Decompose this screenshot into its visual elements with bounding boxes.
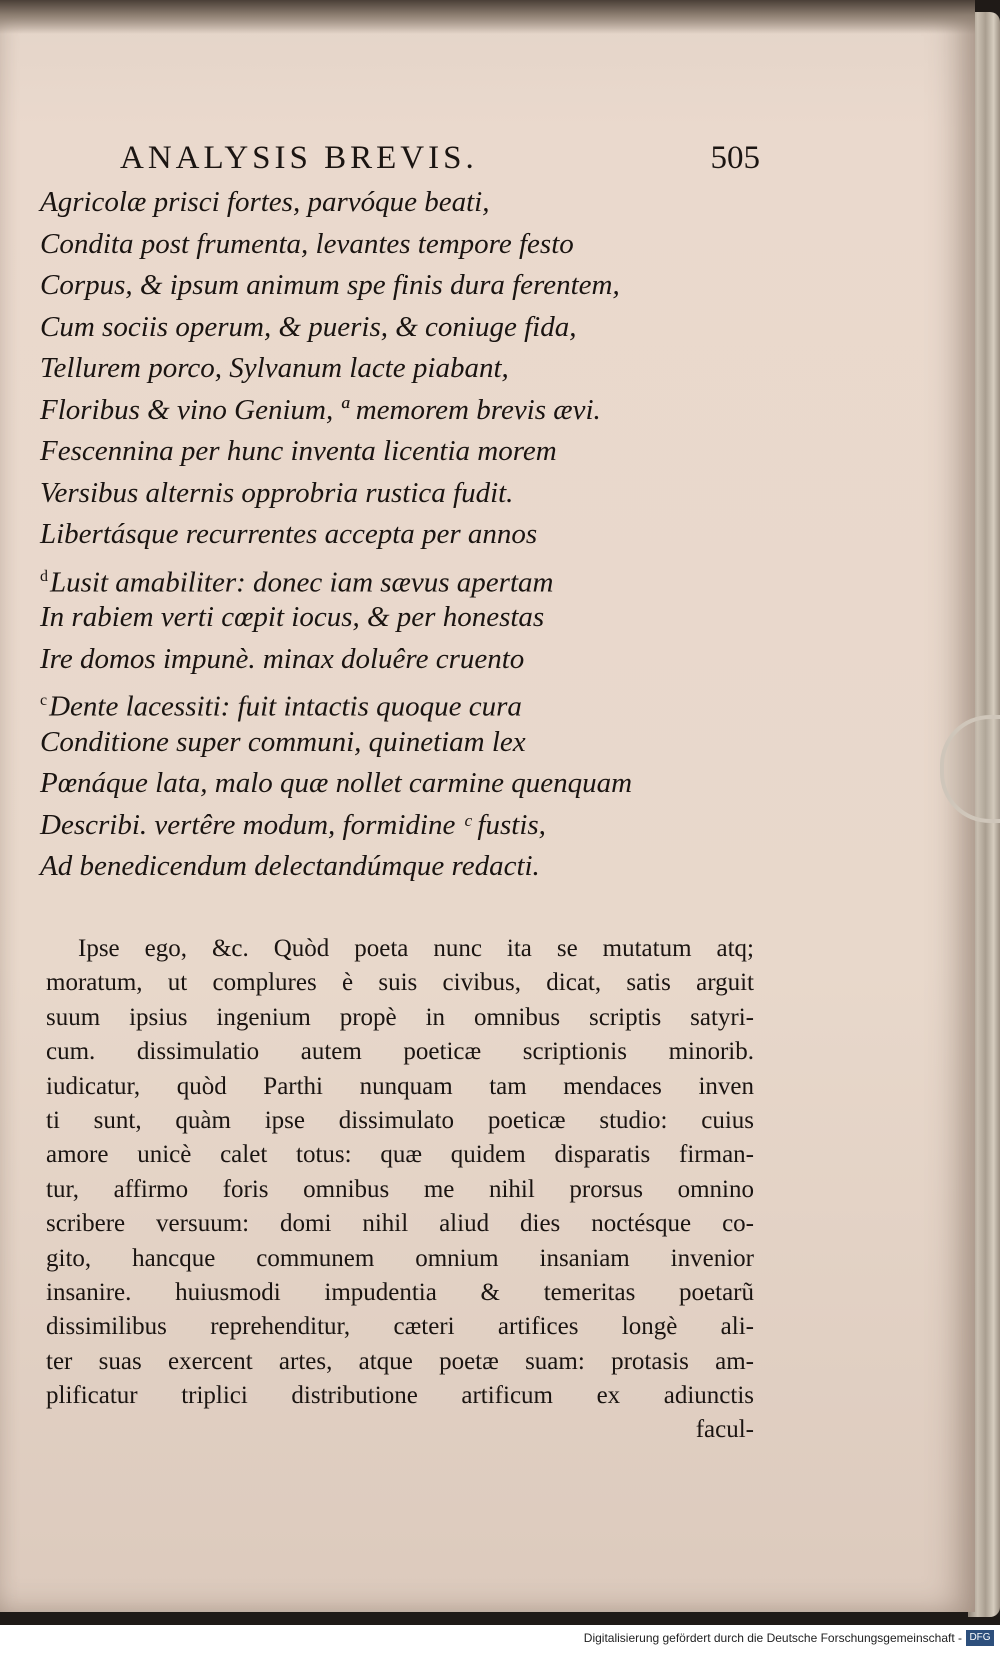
verse-line	[40, 639, 740, 681]
verse-text: Pœnáque lata, malo quæ nollet carmine quenquam	[40, 767, 633, 799]
verse-line	[40, 763, 740, 805]
page-number: 505	[710, 140, 760, 176]
verse-text: Ire domos impunè. minax doluêre cruento	[40, 642, 525, 675]
page-header	[120, 140, 760, 180]
commentary-line: tur, affirmo foris omnibus me nihil prorsus omnino	[46, 1175, 754, 1203]
commentary-line: suum ipsius ingenium propè in omnibus scriptis satyri-	[46, 1003, 754, 1031]
verse-line	[40, 805, 740, 847]
commentary-line: ter suas exercent artes, atque poetæ suam: protasis am-	[46, 1347, 754, 1375]
verse-line	[40, 473, 740, 515]
commentary-line: Ipse ego, &c. Quòd poeta nunc ita se mutatum atq;	[78, 935, 754, 962]
verse-line	[40, 431, 740, 473]
verse-text: Ad benedicendum delectandúmque redacti.	[40, 850, 540, 882]
footnote-mark: d	[40, 567, 48, 585]
verse-text: Lusit amabiliter: donec iam sævus apertam	[50, 566, 554, 599]
verse-line	[40, 680, 740, 722]
verse-line	[40, 307, 740, 349]
commentary-line: ti sunt, quàm ipse dissimulato poeticæ studio: cuius	[46, 1106, 754, 1134]
verse-line	[40, 597, 740, 639]
verse-line	[40, 846, 740, 888]
verse-text: Libertásque recurrentes accepta per annos	[40, 518, 538, 550]
verse-line	[40, 722, 740, 764]
verse-text: Versibus alternis opprobria rustica fudit.	[40, 476, 514, 509]
verse-line	[40, 348, 740, 390]
verse-line	[40, 556, 740, 598]
verse-text: Fescennina per hunc inventa licentia morem	[40, 435, 557, 467]
verse-text: Corpus, & ipsum animum spe finis dura ferentem,	[40, 269, 620, 301]
verse-text: Condita post frumenta, levantes tempore festo	[40, 227, 574, 260]
verse-text: Conditione super communi, quinetiam lex	[40, 725, 526, 758]
verse-block	[40, 182, 740, 888]
verse-line	[40, 390, 740, 432]
verse-line	[40, 224, 740, 266]
verse-text: Describi. vertêre modum, formidine ᶜ fustis,	[40, 808, 546, 841]
verse-text: Dente lacessiti: fuit intactis quoque cura	[49, 690, 522, 723]
commentary-line: gito, hancque communem omnium insaniam invenior	[46, 1244, 754, 1272]
verse-line	[40, 182, 740, 224]
page-top-shadow	[0, 0, 975, 34]
verse-line	[40, 265, 740, 307]
dfg-logo: DFG	[966, 1630, 994, 1646]
verse-text: Cum sociis operum, & pueris, & coniuge fida,	[40, 310, 577, 343]
verse-text: Agricolæ prisci fortes, parvóque beati,	[40, 186, 490, 218]
commentary-block	[46, 932, 754, 1448]
digitization-credit: Digitalisierung gefördert durch die Deutsche Forschungsgemeinschaft -	[583, 1631, 962, 1645]
commentary-line: cum. dissimulatio autem poeticæ scriptionis minorib.	[46, 1038, 754, 1066]
verse-text: Floribus & vino Genium, ª memorem brevis ævi.	[40, 393, 601, 426]
running-title: ANALYSIS BREVIS.	[120, 140, 478, 176]
commentary-line: scribere versuum: domi nihil aliud dies noctésque co-	[46, 1210, 754, 1238]
verse-line	[40, 514, 740, 556]
commentary-line: plificatur triplici distributione artificum ex adiunctis	[46, 1382, 754, 1410]
commentary-line: insanire. huiusmodi impudentia & temeritas poetarũ	[46, 1278, 754, 1306]
verse-text: Tellurem porco, Sylvanum lacte piabant,	[40, 352, 509, 384]
footnote-mark: c	[40, 692, 48, 709]
verse-text: In rabiem verti cœpit iocus, & per honestas	[40, 601, 545, 633]
commentary-line: moratum, ut complures è suis civibus, dicat, satis arguit	[46, 969, 754, 997]
commentary-line: amore unicè calet totus: quæ quidem disparatis firman-	[46, 1141, 754, 1169]
commentary-line: facul-	[695, 1416, 754, 1444]
commentary-line: dissimilibus reprehenditur, cæteri artifices longè ali-	[46, 1313, 754, 1341]
commentary-line: iudicatur, quòd Parthi nunquam tam mendaces inven	[46, 1072, 754, 1100]
